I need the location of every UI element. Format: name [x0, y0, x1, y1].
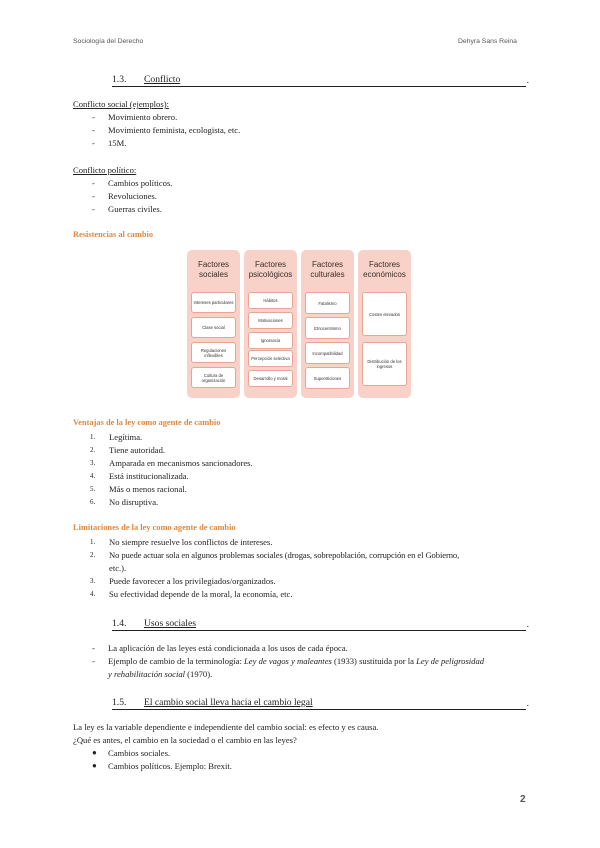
factor-box: Cultura de organización [191, 367, 236, 388]
column-factores-economicos [358, 250, 411, 398]
paragraph-line: ¿Qué es antes, el cambio en la sociedad o el cambio en las leyes? [73, 735, 297, 745]
factor-box: Etnocentrismo [305, 317, 350, 339]
factor-box: Intereses particulares [191, 292, 236, 313]
factor-box: Fatalismo [305, 292, 350, 314]
ventajas-heading: Ventajas de la ley como agente de cambio [73, 418, 221, 427]
section-heading-1-5 [112, 697, 529, 710]
factor-box: Incompatibilidad [305, 342, 350, 364]
section-trail: . [526, 619, 529, 630]
column-factores-culturales [301, 250, 354, 398]
resistencias-heading: Resistencias al cambio [73, 230, 154, 239]
section-title: Usos sociales [144, 618, 196, 629]
header-left: Sociología del Derecho [73, 38, 144, 45]
factor-box: Motivaciones [248, 312, 293, 329]
section-trail: . [526, 698, 529, 709]
section-number: 1.3. [112, 74, 127, 85]
section-number: 1.4. [112, 618, 127, 629]
page-number: 2 [520, 794, 526, 805]
conflicto-social-label: Conflicto social (ejemplos): [73, 99, 169, 109]
section-heading-1-3 [112, 74, 529, 87]
factor-box: Desarrollo y moral [248, 370, 293, 387]
conflicto-politico-label: Conflicto político: [73, 165, 137, 175]
column-heading: Factores económicos [363, 260, 406, 279]
factor-box: Ignorancia [248, 332, 293, 349]
limitaciones-heading: Limitaciones de la ley como agente de cambio [73, 523, 236, 532]
section-title: El cambio social lleva hacia el cambio legal [144, 697, 313, 708]
section-heading-1-4 [112, 618, 529, 631]
section-title: Conflicto [144, 74, 181, 85]
factor-box: Costes elevados [362, 292, 407, 336]
column-heading: Factores psicológicos [248, 260, 293, 279]
column-factores-psicologicos [244, 250, 297, 398]
factor-box: Supersticiones [305, 367, 350, 389]
section-trail: . [526, 75, 529, 86]
column-heading: Factores culturales [310, 260, 345, 279]
factor-box: Percepción selectiva [248, 350, 293, 367]
factor-box: Regulaciones inflexibles [191, 342, 236, 363]
column-factores-sociales [187, 250, 240, 398]
factor-box: Clase social [191, 317, 236, 338]
section-number: 1.5. [112, 697, 127, 708]
header-right: Dehyra Sans Reina [458, 38, 517, 45]
paragraph-line: La ley es la variable dependiente e independiente del cambio social: es efecto y es causa. [73, 722, 379, 732]
column-heading: Factores sociales [197, 260, 230, 279]
factor-box: Distribución de los ingresos [362, 342, 407, 386]
factor-box: Hábitos [248, 292, 293, 309]
